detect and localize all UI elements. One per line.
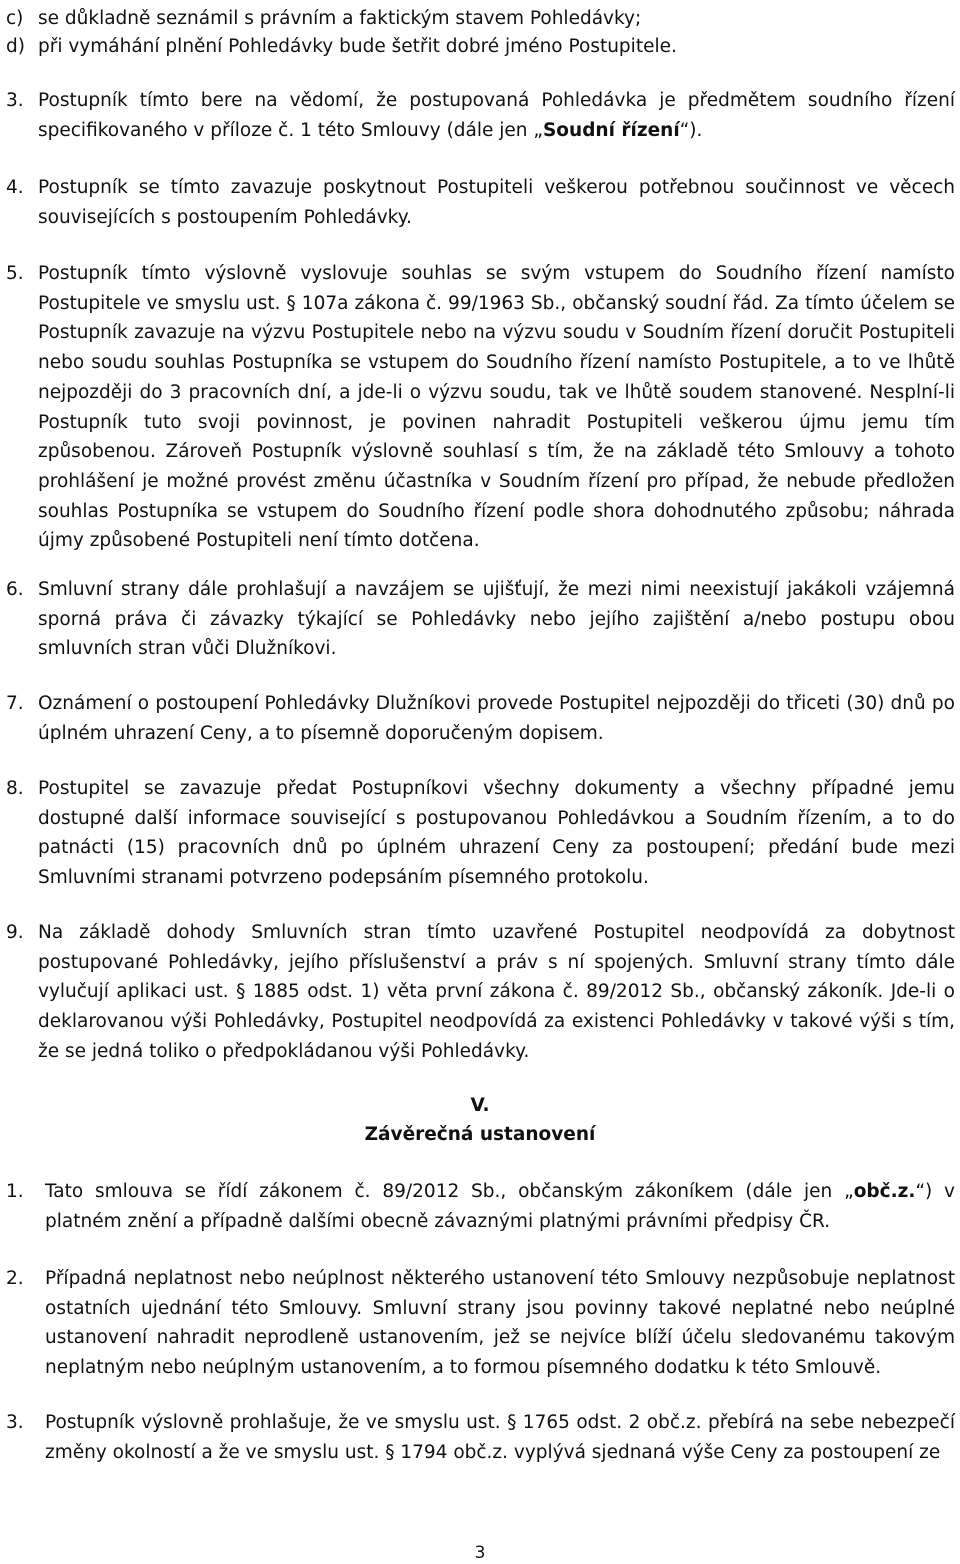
clause-number: 6. (6, 579, 24, 600)
clause-number: 3. (6, 1412, 24, 1433)
clause-number: 3. (6, 90, 24, 111)
clause-number: 4. (6, 177, 24, 198)
clause-text (38, 86, 955, 145)
clause-text-part: Tato smlouva se řídí zákonem č. 89/2012 Sb., občanským zákoníkem (dále jen „ (45, 1181, 854, 1202)
clause-text: Postupitel se zavazuje předat Postupníkovi všechny dokumenty a všechny případné jemu dostupné další informace související s postupovanou Pohledávkou a Soudním řízením, a to do patnácti (15) pracovních dnů po úplném uhrazení Ceny za postoupení; předání bude mezi Smluvními stranami potvrzeno podepsáním písemného protokolu. (38, 778, 955, 889)
clause-text: Oznámení o postoupení Pohledávky Dlužníkovi provede Postupitel nejpozději do třiceti (30) dnů po úplném uhrazení Ceny, a to písemně doporučeným dopisem. (38, 693, 955, 744)
clause-number: 7. (6, 693, 24, 714)
clause-text: Postupník výslovně prohlašuje, že ve smyslu ust. § 1765 odst. 2 obč.z. přebírá na sebe nebezpečí změny okolností a že ve smyslu ust. § 1794 obč.z. vyplývá sjednaná výše Ceny za postoupení ze (45, 1412, 955, 1463)
final-clause-1 (6, 1177, 955, 1236)
page-number: 3 (474, 1543, 486, 1563)
clause-text: Postupník se tímto zavazuje poskytnout Postupiteli veškerou potřebnou součinnost ve věcech souvisejících s postoupením Pohledávky. (38, 177, 955, 228)
list-item-c (6, 4, 955, 34)
clause-number: 2. (6, 1268, 24, 1289)
final-clause-3 (6, 1408, 955, 1467)
clause-text-part: “) v platném znění a případně dalšími obecně závaznými platnými právními předpisy ČR. (45, 1181, 955, 1232)
clause-number: 1. (6, 1181, 24, 1202)
final-clause-2 (6, 1264, 955, 1383)
clause-5 (6, 259, 955, 556)
clause-text (45, 1177, 955, 1236)
clause-text: Na základě dohody Smluvních stran tímto uzavřené Postupitel neodpovídá za dobytnost postupované Pohledávky, jejího příslušenství a práv s ní spojených. Smluvní strany tímto dále vylučují aplikaci ust. § 1885 odst. 1) věta první zákona č. 89/2012 Sb., občanský zákoník. Jde-li o deklarovanou výši Pohledávky, Postupitel neodpovídá za existenci Pohledávky v takové výši s tím, že se jedná toliko o předpokládanou výši Pohledávky. (38, 922, 955, 1062)
clause-number: 5. (6, 263, 24, 284)
clause-text-part: “). (679, 119, 703, 141)
section-title: Závěrečná ustanovení (364, 1124, 596, 1145)
section-number: V. (470, 1095, 490, 1116)
clause-number: 9. (6, 922, 24, 943)
list-item-text: se důkladně seznámil s právním a faktickým stavem Pohledávky; (38, 8, 642, 29)
clause-3 (6, 86, 955, 145)
clause-8 (6, 774, 955, 893)
clause-9 (6, 918, 955, 1067)
clause-7 (6, 689, 955, 748)
clause-text-part: Postupník tímto bere na vědomí, že postupovaná Pohledávka je předmětem soudního řízení specifikovaného v příloze č. 1 této Smlouvy (dále jen „ (38, 90, 955, 141)
clause-number: 8. (6, 778, 24, 799)
clause-6 (6, 575, 955, 664)
list-item-d (6, 32, 955, 62)
list-item-marker: d) (6, 36, 25, 57)
list-item-text: při vymáhání plnění Pohledávky bude šetřit dobré jméno Postupitele. (38, 36, 677, 57)
clause-text: Smluvní strany dále prohlašují a navzájem se ujišťují, že mezi nimi neexistují jakákoli vzájemná sporná práva či závazky týkající se Pohledávky nebo jejího zajištění a/nebo postupu obou smluvních stran vůči Dlužníkovi. (38, 579, 955, 660)
list-item-marker: c) (6, 8, 24, 29)
clause-4 (6, 173, 955, 232)
defined-term: Soudní řízení (542, 119, 680, 141)
clause-text: Postupník tímto výslovně vyslovuje souhlas se svým vstupem do Soudního řízení namísto Postupitele ve smyslu ust. § 107a zákona č. 99/1963 Sb., občanský soudní řád. Za tímto účelem se Postupník zavazuje na výzvu Postupitele nebo na výzvu soudu v Soudním řízení doručit Postupiteli nebo soudu souhlas Postupníka se vstupem do Soudního řízení namísto Postupitele, a to ve lhůtě nejpozději do 3 pracovních dní, a jde-li o výzvu soudu, tak ve lhůtě soudem stanovené. Nesplní-li Postupník tuto svoji povinnost, je povinen nahradit Postupiteli veškerou újmu jemu tím způsobenou. Zároveň Postupník výslovně souhlasí s tím, že na základě této Smlouvy a tohoto prohlášení je možné provést změnu účastníka v Soudním řízení pro případ, že nebude předložen souhlas Postupníka se vstupem do Soudního řízení podle shora dohodnutého způsobu; náhrada újmy způsobené Postupiteli není tímto dotčena. (38, 263, 955, 552)
clause-text: Případná neplatnost nebo neúplnost některého ustanovení této Smlouvy nezpůsobuje neplatnost ostatních ujednání této Smlouvy. Smluvní strany jsou povinny takové neplatné nebo neúplné ustanovení nahradit neprodleně ustanovením, jež se nejvíce blíží účelu sledovanému takovým neplatným nebo neúplným ustanovením, a to formou písemného dodatku k této Smlouvě. (45, 1268, 955, 1379)
defined-term: obč.z. (853, 1181, 916, 1202)
